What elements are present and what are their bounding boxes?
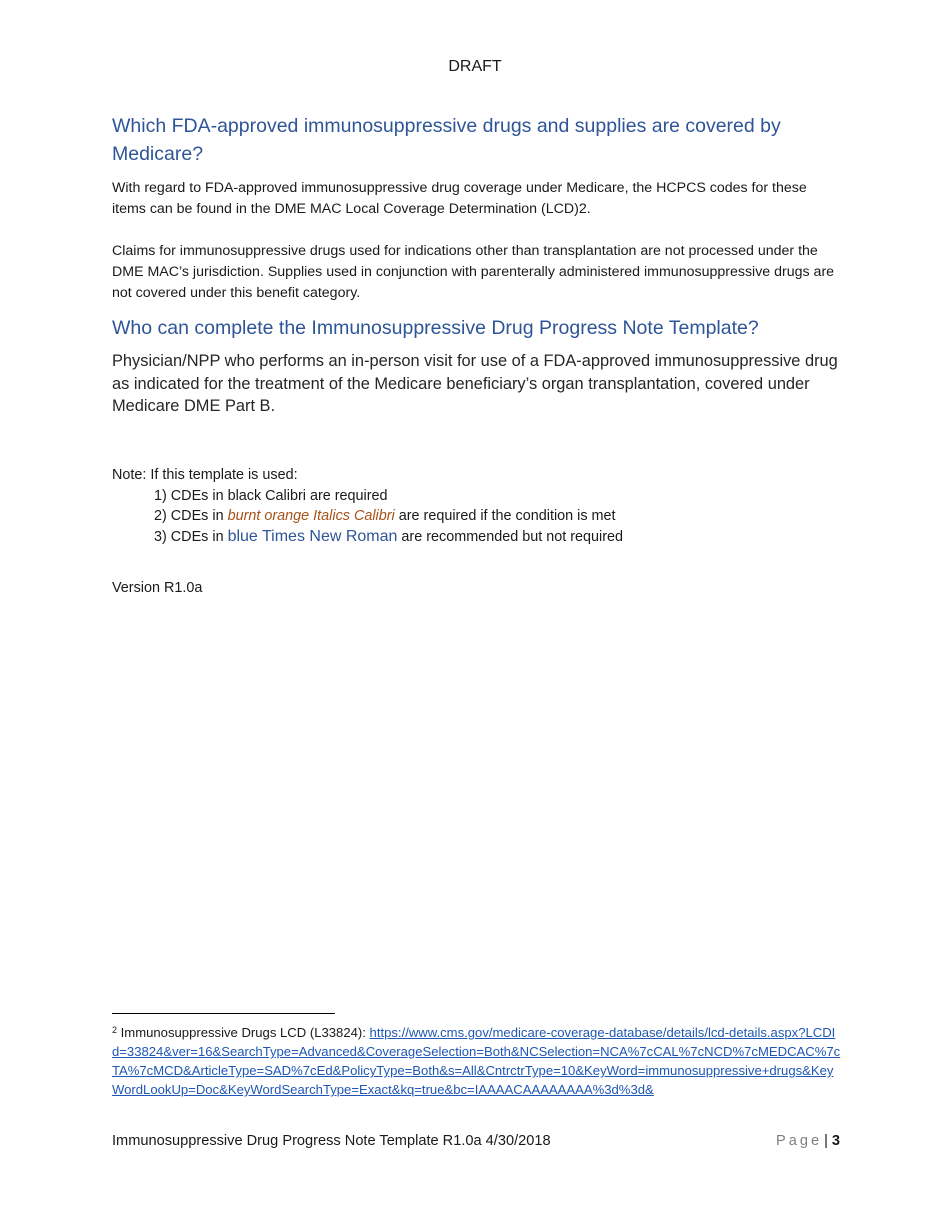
coverage-paragraph-claims: Claims for immunosuppressive drugs used for indications other than transplantation are not processed under the DME MAC’s jurisdiction. Supplies used in conjunction with parenterally administered immunosuppressive drugs are not covered under this benefit category. [112,243,835,301]
footnote [112,1021,842,1099]
note-item-recommended-styled: blue Times New Roman [227,527,398,545]
footer-separator: | [824,1133,828,1149]
note-item-conditional-styled: burnt orange Italics Calibri [227,508,395,524]
footer-document-title: Immunosuppressive Drug Progress Note Template R1.0a 4/30/2018 [112,1133,551,1149]
note-intro: Note: If this template is used: [112,467,298,483]
section-heading-coverage: Which FDA-approved immunosuppressive drugs and supplies are covered by Medicare? [112,115,781,165]
note-item-conditional-prefix: 2) CDEs in [154,508,228,524]
note-list [112,486,842,548]
footnote-label: Immunosuppressive Drugs LCD (L33824): [117,1025,370,1040]
footer-page-indicator [776,1133,840,1149]
note-item-conditional-suffix: are required if the condition is met [394,508,616,524]
footnote-number: 2 [112,1025,118,1035]
coverage-paragraph-hcpcs: With regard to FDA-approved immunosuppressive drug coverage under Medicare, the HCPCS codes for these items can be found in the DME MAC Local Coverage Determination (LCD)2. [112,180,807,217]
template-note [112,465,842,547]
footer-page-word: Page [775,1133,823,1149]
footnote-lcd-link[interactable]: https://www.cms.gov/medicare-coverage-database/details/lcd-details.aspx?LCDId=33824&ver=16&SearchType=Advanced&CoverageSelection=Both&NCSelection=NCA%7cCAL%7cNCD%7cMEDCAC%7cTA%7cMCD&ArticleType=SAD%7cEd&PolicyType=Both&s=All&CntrctrType=10&KeyWord=immunosuppressive+drugs&KeyWordLookUp=Doc&KeyWordSearchType=Exact&kq=true&bc=IAAAACAAAAAAAA%3d%3d& [112,1025,841,1097]
who-can-complete-paragraph: Physician/NPP who performs an in-person visit for use of a FDA-approved immunosuppressive drug as indicated for the treatment of the Medicare beneficiary’s organ transplantation, covered under Medicare DME Part B. [112,352,838,415]
note-item-recommended-suffix: are recommended but not required [397,528,624,545]
note-item-required: 1) CDEs in black Calibri are required [154,487,388,504]
note-item-conditional [154,506,842,527]
footnote-divider [112,1013,335,1014]
note-item-recommended-prefix: 3) CDEs in [154,528,228,545]
footer-page-number: 3 [831,1133,840,1149]
note-item-recommended [154,527,842,548]
section-heading-who-can-complete: Who can complete the Immunosuppressive Drug Progress Note Template? [112,317,759,339]
version-label: Version R1.0a [112,580,203,596]
draft-header: DRAFT [448,58,502,75]
